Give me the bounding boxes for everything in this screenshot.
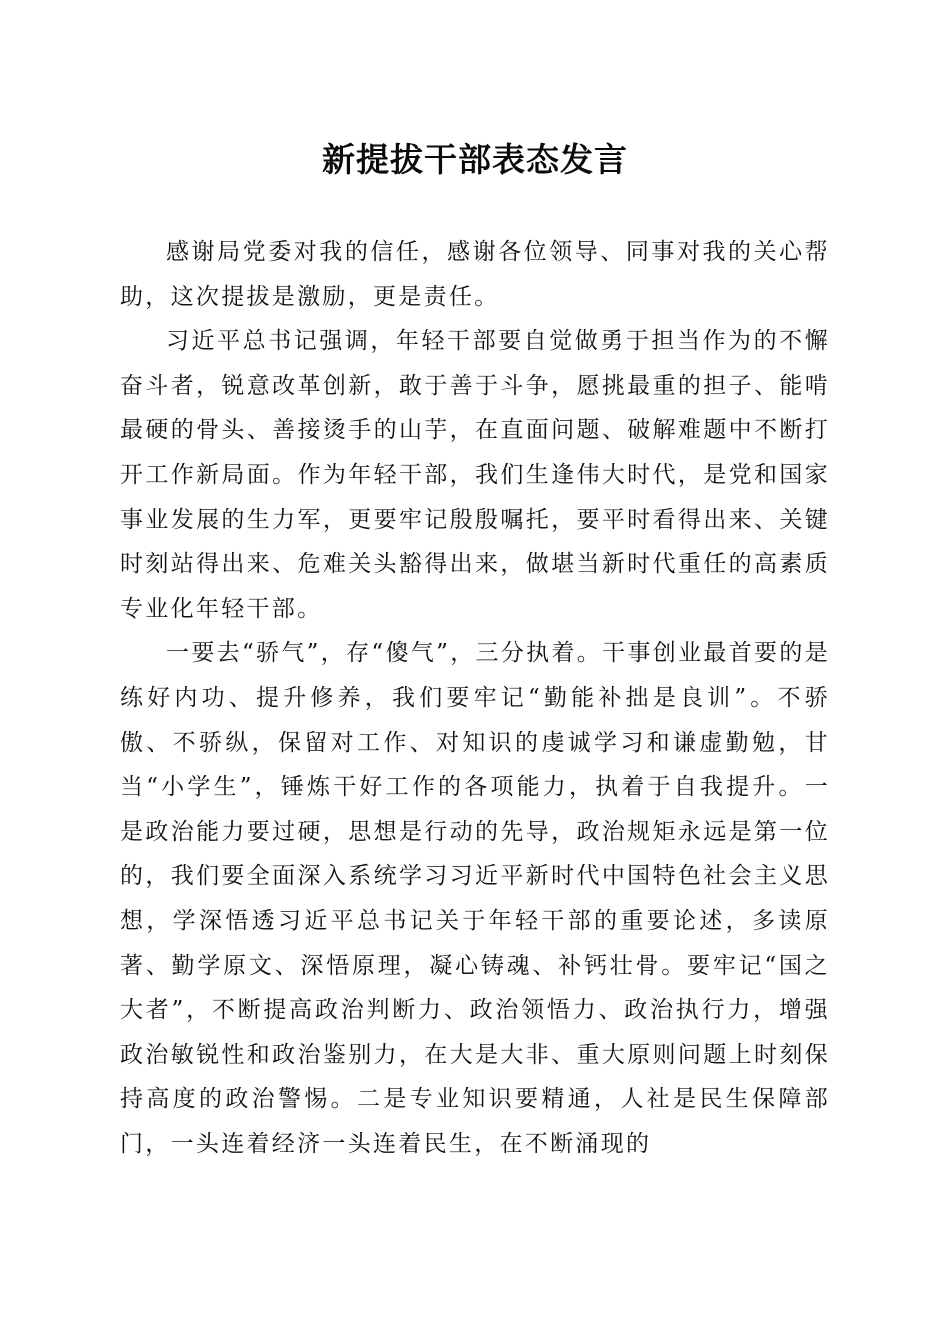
document-body	[120, 230, 830, 1166]
paragraph-first-requirement: 一要去“骄气”，存“傻气”，三分执着。干事创业最首要的是练好内功、提升修养，我们要牢记“勤能补拙是良训”。不骄傲、不骄纵，保留对工作、对知识的虔诚学习和谦虚勤勉，甘当“小学生”，锤炼干好工作的各项能力，执着于自我提升。一是政治能力要过硬，思想是行动的先导，政治规矩永远是第一位的，我们要全面深入系统学习习近平新时代中国特色社会主义思想，学深悟透习近平总书记关于年轻干部的重要论述，多读原著、勤学原文、深悟原理，凝心铸魂、补钙壮骨。要牢记“国之大者”，不断提高政治判断力、政治领悟力、政治执行力，增强政治敏锐性和政治鉴别力，在大是大非、重大原则问题上时刻保持高度的政治警惕。二是专业知识要精通，人社是民生保障部门，一头连着经济一头连着民生，在不断涌现的	[120, 640, 830, 1157]
paragraph-young-cadres: 习近平总书记强调，年轻干部要自觉做勇于担当作为的不懈奋斗者，锐意改革创新，敢于善于斗争，愿挑最重的担子、能啃最硬的骨头、善接烫手的山芋，在直面问题、破解难题中不断打开工作新局面。作为年轻干部，我们生逢伟大时代，是党和国家事业发展的生力军，更要牢记殷殷嘱托，要平时看得出来、关键时刻站得出来、危难关头豁得出来，做堪当新时代重任的高素质专业化年轻干部。	[120, 328, 830, 622]
document-title: 新提拔干部表态发言	[322, 140, 628, 179]
paragraph-gratitude: 感谢局党委对我的信任，感谢各位领导、同事对我的关心帮助，这次提拔是激励，更是责任。	[120, 239, 830, 310]
